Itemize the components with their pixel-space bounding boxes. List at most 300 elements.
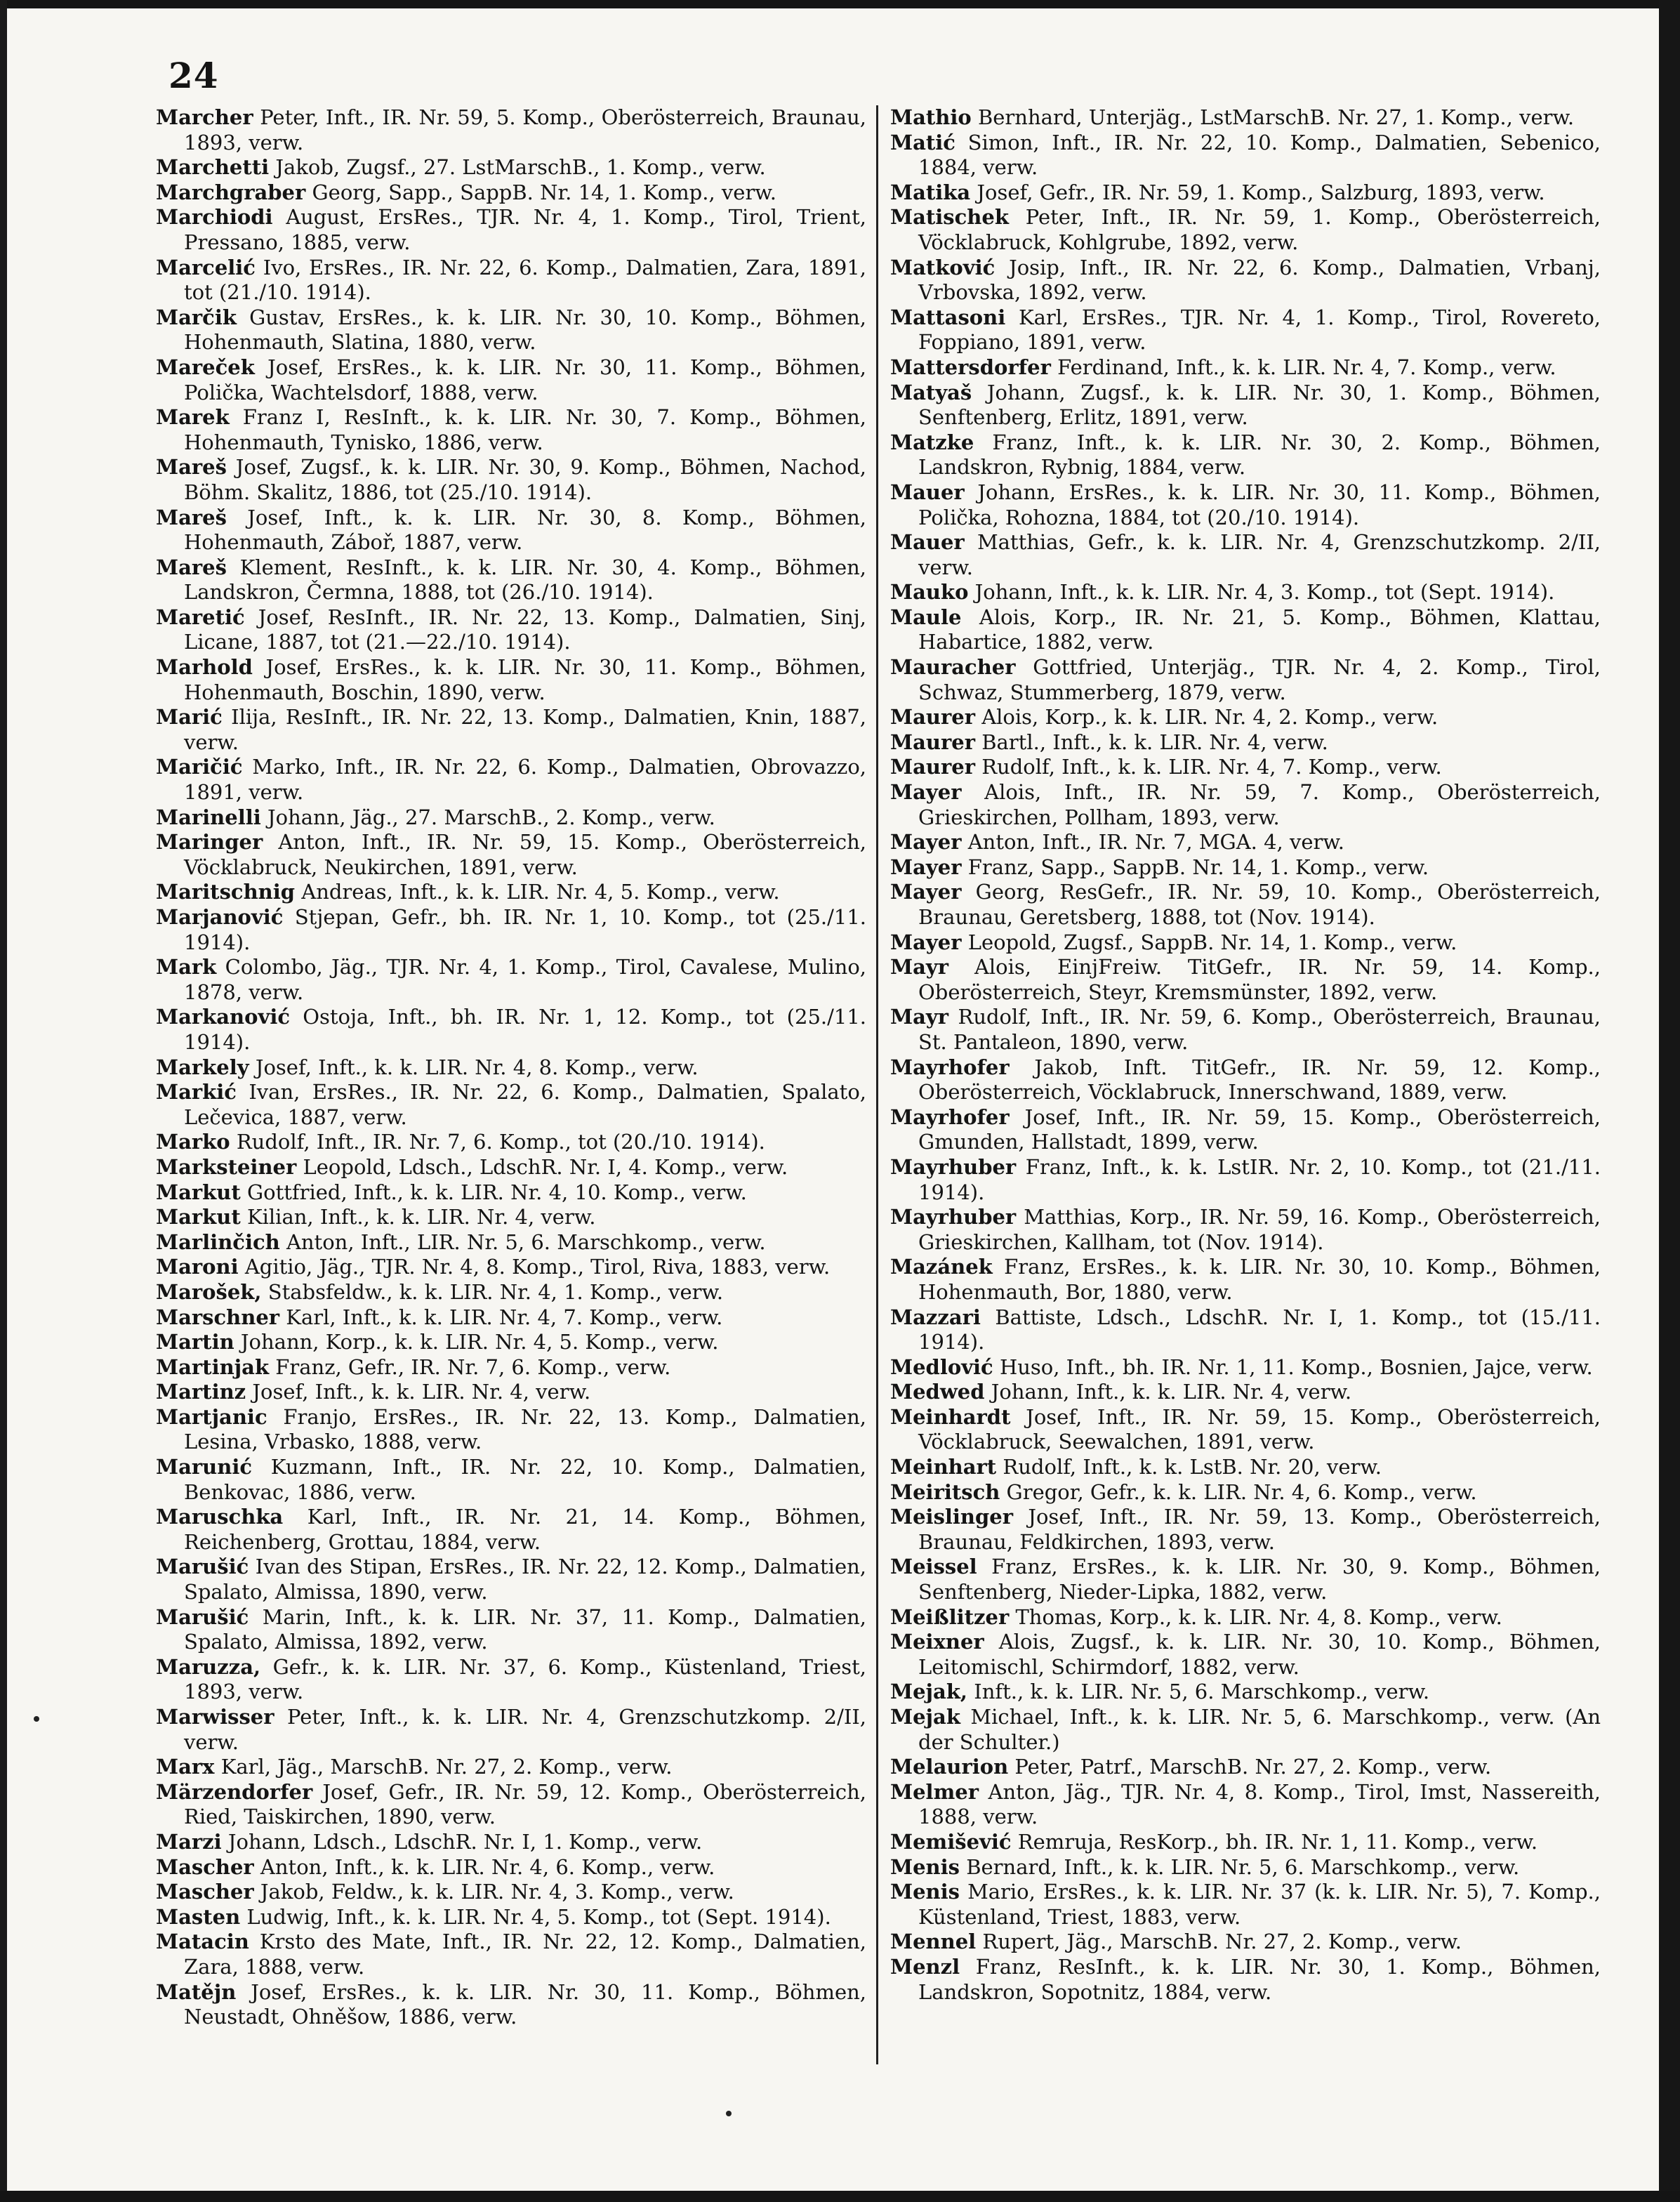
- entry-details: Remruja, ResKorp., bh. IR. Nr. 1, 11. Komp., verw.: [1017, 1829, 1538, 1854]
- entry-details: Andreas, Inft., k. k. LIR. Nr. 4, 5. Komp., verw.: [301, 880, 780, 904]
- scan-edge-right: [1659, 0, 1680, 2202]
- entry-details: Jakob, Zugsf., 27. LstMarschB., 1. Komp., verw.: [275, 155, 766, 180]
- entry-details: Bartl., Inft., k. k. LIR. Nr. 4, verw.: [981, 730, 1328, 754]
- entry-details: Ivan des Stipan, ErsRes., IR. Nr. 22, 12. Komp., Dalmatien, Spalato, Almissa, 1890, verw.: [184, 1555, 867, 1604]
- roster-entry: [890, 1355, 1601, 1380]
- entry-surname: Marinelli: [156, 805, 261, 829]
- entry-surname: Maurer: [890, 730, 975, 754]
- entry-details: Alois, Korp., IR. Nr. 21, 5. Komp., Böhmen, Klattau, Habartice, 1882, verw.: [918, 605, 1601, 654]
- roster-entry: [156, 506, 866, 555]
- entry-details: Josef, Inft., IR. Nr. 59, 15. Komp., Oberösterreich, Gmunden, Hallstadt, 1899, verw.: [918, 1105, 1601, 1154]
- scan-edge-bottom: [0, 2191, 1680, 2202]
- roster-entry: [890, 1830, 1601, 1855]
- roster-entry: [156, 1055, 866, 1081]
- entry-surname: Markanović: [156, 1005, 291, 1029]
- roster-entry: [156, 1880, 866, 1905]
- roster-entry: [156, 880, 866, 905]
- entry-surname: Marx: [156, 1755, 215, 1779]
- entry-details: Simon, Inft., IR. Nr. 22, 10. Komp., Dalmatien, Sebenico, 1884, verw.: [918, 130, 1601, 180]
- entry-details: Rudolf, Inft., k. k. LstB. Nr. 20, verw.: [1003, 1455, 1382, 1479]
- entry-details: Matthias, Korp., IR. Nr. 59, 16. Komp., Oberösterreich, Grieskirchen, Kallham, tot (Nov. 1914).: [918, 1205, 1601, 1254]
- entry-surname: Melmer: [890, 1779, 979, 1804]
- roster-entry: [156, 955, 866, 1005]
- entry-details: Rupert, Jäg., MarschB. Nr. 27, 2. Komp., verw.: [982, 1930, 1462, 1954]
- entry-surname: Meiritsch: [890, 1479, 1000, 1504]
- entry-surname: Martjanic: [156, 1404, 267, 1429]
- entry-details: Alois, Korp., k. k. LIR. Nr. 4, 2. Komp., verw.: [981, 705, 1438, 730]
- entry-surname: Masten: [156, 1904, 241, 1929]
- entry-surname: Mareš: [156, 505, 227, 529]
- roster-entry: [890, 1880, 1601, 1930]
- roster-entry: [156, 1355, 866, 1380]
- entry-surname: Marčik: [156, 305, 237, 329]
- entry-surname: Mayr: [890, 1005, 949, 1029]
- ink-speck: [726, 2111, 732, 2116]
- entry-surname: Menis: [890, 1880, 960, 1904]
- entry-surname: Melaurion: [890, 1755, 1009, 1779]
- roster-entry: [156, 1180, 866, 1206]
- entry-surname: Menis: [890, 1854, 960, 1879]
- roster-entry: [890, 1630, 1601, 1680]
- roster-entry: [156, 1755, 866, 1780]
- entry-details: Gottfried, Unterjäg., TJR. Nr. 4, 2. Komp., Tirol, Schwaz, Stummerberg, 1879, verw.: [918, 655, 1601, 704]
- entry-details: Gustav, ErsRes., k. k. LIR. Nr. 30, 10. Komp., Böhmen, Hohenmauth, Slatina, 1880, verw.: [184, 305, 867, 355]
- entry-details: Krsto des Mate, Inft., IR. Nr. 22, 12. Komp., Dalmatien, Zara, 1888, verw.: [184, 1930, 867, 1979]
- entry-details: Josef, Inft., IR. Nr. 59, 13. Komp., Oberösterreich, Braunau, Feldkirchen, 1893, verw.: [918, 1505, 1601, 1554]
- roster-entry: [890, 755, 1601, 780]
- entry-details: Franz, ErsRes., k. k. LIR. Nr. 30, 10. Komp., Böhmen, Hohenmauth, Bor, 1880, verw.: [918, 1255, 1601, 1304]
- roster-entry: [890, 1780, 1601, 1830]
- entry-surname: Marchgraber: [156, 180, 306, 204]
- roster-entry: [890, 1705, 1601, 1755]
- roster-entry: [156, 155, 866, 180]
- roster-entry: [890, 1305, 1601, 1355]
- entry-surname: Mauko: [890, 580, 969, 605]
- roster-entry: [156, 1230, 866, 1255]
- entry-surname: Marschner: [156, 1305, 280, 1329]
- entry-surname: Maruzza,: [156, 1654, 261, 1679]
- roster-entry: [890, 1405, 1601, 1455]
- entry-details: Peter, Patrf., MarschB. Nr. 27, 2. Komp., verw.: [1014, 1755, 1492, 1779]
- roster-entry: [890, 1155, 1601, 1205]
- entry-surname: Mareš: [156, 455, 227, 480]
- roster-entry: [890, 880, 1601, 930]
- entry-details: Anton, Inft., IR. Nr. 7, MGA. 4, verw.: [967, 830, 1344, 855]
- entry-details: Gregor, Gefr., k. k. LIR. Nr. 4, 6. Komp., verw.: [1006, 1479, 1477, 1504]
- entry-details: Leopold, Zugsf., SappB. Nr. 14, 1. Komp., verw.: [967, 930, 1457, 954]
- entry-details: Stabsfeldw., k. k. LIR. Nr. 4, 1. Komp., verw.: [267, 1279, 724, 1304]
- entry-details: Ludwig, Inft., k. k. LIR. Nr. 4, 5. Komp., tot (Sept. 1914).: [246, 1904, 831, 1929]
- entry-surname: Martin: [156, 1330, 234, 1354]
- entry-surname: Mattersdorfer: [890, 355, 1051, 379]
- entry-surname: Markić: [156, 1080, 237, 1105]
- entry-details: Karl, Jäg., MarschB. Nr. 27, 2. Komp., verw.: [220, 1755, 673, 1779]
- roster-entry: [156, 405, 866, 455]
- roster-entry: [156, 180, 866, 206]
- entry-details: Battiste, Ldsch., LdschR. Nr. I, 1. Komp., tot (15./11. 1914).: [918, 1305, 1601, 1354]
- roster-entry: [890, 1755, 1601, 1780]
- roster-entry: [156, 1930, 866, 1979]
- entry-details: Johann, Inft., k. k. LIR. Nr. 4, verw.: [991, 1380, 1352, 1404]
- entry-surname: Marksteiner: [156, 1154, 297, 1179]
- entry-surname: Mayer: [890, 830, 962, 855]
- entry-details: Franz, ErsRes., k. k. LIR. Nr. 30, 9. Komp., Böhmen, Senftenberg, Nieder-Lipka, 1882, verw.: [918, 1555, 1601, 1604]
- roster-entry: [890, 355, 1601, 381]
- entry-details: Matthias, Gefr., k. k. LIR. Nr. 4, Grenzschutzkomp. 2/II, verw.: [918, 530, 1601, 579]
- roster-entry: [156, 905, 866, 955]
- roster-entry: [890, 1680, 1601, 1705]
- entry-surname: Maruschka: [156, 1505, 284, 1529]
- entry-details: Karl, Inft., k. k. LIR. Nr. 4, 7. Komp., verw.: [286, 1305, 723, 1329]
- entry-surname: Marzi: [156, 1829, 222, 1854]
- entry-surname: Martinz: [156, 1380, 246, 1404]
- entry-details: Ilija, ResInft., IR. Nr. 22, 13. Komp., Dalmatien, Knin, 1887, verw.: [184, 705, 866, 754]
- roster-entry: [890, 1205, 1601, 1255]
- roster-entry: [890, 1455, 1601, 1480]
- roster-entry: [890, 1955, 1601, 2005]
- entry-details: Josef, ErsRes., k. k. LIR. Nr. 30, 11. Komp., Böhmen, Neustadt, Ohněšow, 1886, verw.: [184, 1979, 866, 2029]
- roster-entry: [156, 1830, 866, 1855]
- roster-entry: [890, 1480, 1601, 1505]
- roster-entry: [156, 1280, 866, 1305]
- entry-details: Franz I, ResInft., k. k. LIR. Nr. 30, 7. Komp., Böhmen, Hohenmauth, Tynisko, 1886, verw.: [184, 405, 866, 454]
- roster-entry: [890, 855, 1601, 881]
- right-column: [890, 105, 1601, 2005]
- entry-details: Johann, ErsRes., k. k. LIR. Nr. 30, 11. Komp., Böhmen, Polička, Rohozna, 1884, tot (20./10. 1914).: [918, 480, 1601, 529]
- roster-entry: [890, 655, 1601, 705]
- entry-details: Thomas, Korp., k. k. LIR. Nr. 4, 8. Komp., verw.: [1015, 1604, 1502, 1629]
- entry-surname: Mayrhuber: [890, 1205, 1017, 1229]
- entry-details: Colombo, Jäg., TJR. Nr. 4, 1. Komp., Tirol, Cavalese, Mulino, 1878, verw.: [184, 955, 867, 1004]
- scan-edge-left: [0, 0, 7, 2202]
- entry-details: Inft., k. k. LIR. Nr. 5, 6. Marschkomp., verw.: [974, 1680, 1430, 1704]
- roster-entry: [156, 1655, 866, 1705]
- entry-details: Johann, Ldsch., LdschR. Nr. I, 1. Komp., verw.: [227, 1829, 703, 1854]
- entry-details: Anton, Jäg., TJR. Nr. 4, 8. Komp., Tirol, Imst, Nassereith, 1888, verw.: [918, 1779, 1601, 1829]
- ink-speck: [34, 1716, 39, 1722]
- roster-entry: [156, 1605, 866, 1655]
- entry-details: Johann, Korp., k. k. LIR. Nr. 4, 5. Komp., verw.: [240, 1330, 719, 1354]
- entry-surname: Mauer: [890, 480, 965, 504]
- entry-details: Josef, Inft., k. k. LIR. Nr. 4, verw.: [252, 1380, 591, 1404]
- roster-entry: [156, 1405, 866, 1455]
- roster-entry: [890, 705, 1601, 730]
- roster-entry: [156, 256, 866, 305]
- roster-entry: [890, 131, 1601, 180]
- entry-surname: Matacin: [156, 1930, 249, 1954]
- entry-surname: Memišević: [890, 1829, 1012, 1854]
- entry-details: Huso, Inft., bh. IR. Nr. 1, 11. Komp., Bosnien, Jajce, verw.: [999, 1354, 1593, 1379]
- entry-details: Josip, Inft., IR. Nr. 22, 6. Komp., Dalmatien, Vrbanj, Vrbovska, 1892, verw.: [918, 255, 1601, 305]
- roster-entry: [156, 1455, 866, 1505]
- entry-surname: Marwisser: [156, 1705, 275, 1729]
- entry-details: Jakob, Feldw., k. k. LIR. Nr. 4, 3. Komp., verw.: [260, 1880, 734, 1904]
- roster-entry: [156, 1130, 866, 1155]
- left-column: [156, 105, 866, 2030]
- roster-entry: [890, 580, 1601, 605]
- roster-entry: [890, 1055, 1601, 1105]
- entry-surname: Medwed: [890, 1380, 985, 1404]
- entry-surname: Mayer: [890, 880, 962, 904]
- roster-entry: [156, 1155, 866, 1180]
- entry-details: Peter, Inft., k. k. LIR. Nr. 4, Grenzschutzkomp. 2/II, verw.: [184, 1705, 867, 1754]
- entry-surname: Marchiodi: [156, 205, 273, 230]
- roster-entry: [890, 305, 1601, 355]
- entry-surname: Mazzari: [890, 1305, 981, 1329]
- entry-surname: Mark: [156, 955, 217, 980]
- roster-entry: [156, 1005, 866, 1055]
- entry-details: Franz, Inft., k. k. LstIR. Nr. 2, 10. Komp., tot (21./11. 1914).: [918, 1154, 1601, 1204]
- entry-surname: Matyaš: [890, 380, 972, 404]
- roster-entry: [890, 930, 1601, 956]
- roster-entry: [156, 1980, 866, 2030]
- roster-entry: [890, 530, 1601, 580]
- entry-surname: Mayr: [890, 955, 949, 980]
- entry-surname: Maroni: [156, 1255, 239, 1279]
- entry-surname: Maretić: [156, 605, 245, 629]
- entry-surname: Markely: [156, 1055, 249, 1079]
- entry-details: Rudolf, Inft., IR. Nr. 59, 6. Komp., Oberösterreich, Braunau, St. Pantaleon, 1890, verw.: [918, 1005, 1601, 1054]
- entry-details: Michael, Inft., k. k. LIR. Nr. 5, 6. Marschkomp., verw. (An der Schulter.): [918, 1705, 1601, 1754]
- entry-surname: Mathio: [890, 105, 972, 129]
- entry-details: Ferdinand, Inft., k. k. LIR. Nr. 4, 7. Komp., verw.: [1057, 355, 1556, 379]
- roster-entry: [156, 1855, 866, 1880]
- entry-surname: Marić: [156, 705, 223, 730]
- entry-details: Gefr., k. k. LIR. Nr. 37, 6. Komp., Küstenland, Triest, 1893, verw.: [184, 1654, 866, 1704]
- entry-details: Ivo, ErsRes., IR. Nr. 22, 6. Komp., Dalmatien, Zara, 1891, tot (21./10. 1914).: [184, 255, 867, 305]
- roster-entry: [156, 355, 866, 405]
- entry-surname: Marcher: [156, 105, 253, 129]
- roster-entry: [156, 455, 866, 505]
- entry-surname: Mejak: [890, 1705, 960, 1729]
- entry-surname: Maritschnig: [156, 880, 296, 904]
- entry-surname: Matzke: [890, 430, 974, 454]
- entry-surname: Meinhart: [890, 1455, 997, 1479]
- roster-entry: [156, 805, 866, 831]
- entry-surname: Mejak,: [890, 1680, 968, 1704]
- entry-details: Rudolf, Inft., IR. Nr. 7, 6. Komp., tot (20./10. 1914).: [236, 1130, 765, 1154]
- roster-entry: [156, 755, 866, 805]
- scan-edge-top: [0, 0, 1680, 8]
- roster-entry: [890, 180, 1601, 206]
- entry-details: Kuzmann, Inft., IR. Nr. 22, 10. Komp., Dalmatien, Benkovac, 1886, verw.: [184, 1455, 866, 1504]
- roster-entry: [890, 105, 1601, 131]
- entry-surname: Markut: [156, 1180, 241, 1204]
- entry-details: Bernard, Inft., k. k. LIR. Nr. 5, 6. Marschkomp., verw.: [966, 1854, 1520, 1879]
- entry-details: Johann, Jäg., 27. MarschB., 2. Komp., verw.: [267, 805, 715, 829]
- roster-entry: [890, 830, 1601, 855]
- entry-surname: Marušić: [156, 1555, 249, 1579]
- entry-surname: Marek: [156, 405, 230, 430]
- roster-entry: [156, 1705, 866, 1755]
- entry-surname: Matić: [890, 130, 955, 154]
- roster-entry: [890, 1255, 1601, 1305]
- roster-entry: [890, 1555, 1601, 1604]
- entry-details: Ostoja, Inft., bh. IR. Nr. 1, 12. Komp., tot (25./11. 1914).: [184, 1005, 867, 1054]
- roster-entry: [156, 655, 866, 705]
- entry-surname: Mascher: [156, 1880, 254, 1904]
- roster-entry: [156, 205, 866, 255]
- entry-details: Jakob, Inft. TitGefr., IR. Nr. 59, 12. Komp., Oberösterreich, Vöcklabruck, Innerschwand, 1889, verw.: [918, 1055, 1601, 1105]
- entry-surname: Marjanović: [156, 905, 284, 929]
- entry-surname: Mascher: [156, 1854, 254, 1879]
- roster-entry: [890, 430, 1601, 480]
- entry-details: August, ErsRes., TJR. Nr. 4, 1. Komp., Tirol, Trient, Pressano, 1885, verw.: [184, 205, 866, 254]
- entry-surname: Marušić: [156, 1604, 249, 1629]
- entry-surname: Matějn: [156, 1979, 237, 2004]
- entry-surname: Mennel: [890, 1930, 977, 1954]
- entry-surname: Medlović: [890, 1354, 993, 1379]
- entry-surname: Martinjak: [156, 1354, 270, 1379]
- entry-details: Peter, Inft., IR. Nr. 59, 1. Komp., Oberösterreich, Vöcklabruck, Kohlgrube, 1892, verw.: [918, 205, 1601, 254]
- roster-entry: [890, 730, 1601, 756]
- entry-details: Ivan, ErsRes., IR. Nr. 22, 6. Komp., Dalmatien, Spalato, Lečevica, 1887, verw.: [184, 1080, 867, 1129]
- page-number: 24: [168, 55, 219, 96]
- entry-surname: Marhold: [156, 655, 253, 680]
- roster-entry: [890, 480, 1601, 530]
- entry-surname: Mayer: [890, 855, 962, 879]
- roster-entry: [156, 1305, 866, 1331]
- entry-details: Johann, Zugsf., k. k. LIR. Nr. 30, 1. Komp., Böhmen, Senftenberg, Erlitz, 1891, verw.: [918, 380, 1601, 430]
- entry-details: Karl, ErsRes., TJR. Nr. 4, 1. Komp., Tirol, Rovereto, Foppiano, 1891, verw.: [918, 305, 1601, 355]
- entry-surname: Matischek: [890, 205, 1009, 230]
- entry-surname: Mareš: [156, 555, 227, 579]
- entry-surname: Meislinger: [890, 1505, 1014, 1529]
- entry-details: Klement, ResInft., k. k. LIR. Nr. 30, 4. Komp., Böhmen, Landskron, Čermna, 1888, tot (26./10. 1914).: [184, 555, 867, 605]
- entry-details: Mario, ErsRes., k. k. LIR. Nr. 37 (k. k. LIR. Nr. 5), 7. Komp., Küstenland, Triest, 1883, verw.: [918, 1880, 1601, 1929]
- entry-details: Stjepan, Gefr., bh. IR. Nr. 1, 10. Komp., tot (25./11. 1914).: [184, 905, 866, 954]
- entry-surname: Mattasoni: [890, 305, 1006, 329]
- entry-details: Agitio, Jäg., TJR. Nr. 4, 8. Komp., Tirol, Riva, 1883, verw.: [244, 1255, 831, 1279]
- entry-details: Franjo, ErsRes., IR. Nr. 22, 13. Komp., Dalmatien, Lesina, Vrbasko, 1888, verw.: [184, 1404, 866, 1454]
- roster-entry: [156, 555, 866, 605]
- entry-surname: Maurer: [890, 705, 975, 730]
- roster-entry: [890, 1605, 1601, 1630]
- roster-entry: [890, 955, 1601, 1005]
- entry-details: Alois, Inft., IR. Nr. 59, 7. Komp., Oberösterreich, Grieskirchen, Pollham, 1893, verw.: [918, 780, 1601, 829]
- entry-surname: Mayer: [890, 780, 962, 805]
- entry-surname: Maule: [890, 605, 962, 629]
- roster-entry: [890, 1380, 1601, 1405]
- roster-entry: [890, 381, 1601, 430]
- entry-details: Georg, ResGefr., IR. Nr. 59, 10. Komp., Oberösterreich, Braunau, Geretsberg, 1888, tot (Nov. 1914).: [918, 880, 1601, 929]
- entry-details: Josef, ResInft., IR. Nr. 22, 13. Komp., Dalmatien, Sinj, Licane, 1887, tot (21.—22./10. 1914).: [184, 605, 866, 654]
- entry-details: Karl, Inft., IR. Nr. 21, 14. Komp., Böhmen, Reichenberg, Grottau, 1884, verw.: [184, 1505, 867, 1554]
- entry-details: Josef, Zugsf., k. k. LIR. Nr. 30, 9. Komp., Böhmen, Nachod, Böhm. Skalitz, 1886, tot (25./10. 1914).: [184, 455, 866, 504]
- roster-entry: [156, 1080, 866, 1130]
- entry-surname: Matković: [890, 255, 996, 279]
- entry-details: Georg, Sapp., SappB. Nr. 14, 1. Komp., verw.: [312, 180, 776, 204]
- entry-surname: Marcelić: [156, 255, 256, 279]
- roster-entry: [156, 1780, 866, 1830]
- roster-entry: [890, 780, 1601, 830]
- roster-entry: [890, 1105, 1601, 1155]
- roster-entry: [890, 1930, 1601, 1955]
- entry-surname: Mayrhofer: [890, 1105, 1010, 1129]
- entry-surname: Matika: [890, 180, 971, 204]
- roster-entry: [156, 705, 866, 755]
- entry-surname: Marchetti: [156, 155, 270, 180]
- entry-surname: Mayrhofer: [890, 1055, 1010, 1079]
- roster-entry: [156, 1905, 866, 1930]
- entry-details: Josef, Gefr., IR. Nr. 59, 12. Komp., Oberösterreich, Ried, Taiskirchen, 1890, verw.: [184, 1779, 867, 1829]
- entry-details: Franz, Sapp., SappB. Nr. 14, 1. Komp., verw.: [967, 855, 1429, 879]
- entry-surname: Markut: [156, 1205, 241, 1229]
- entry-details: Rudolf, Inft., k. k. LIR. Nr. 4, 7. Komp., verw.: [981, 755, 1442, 779]
- roster-entry: [156, 1505, 866, 1555]
- entry-details: Marko, Inft., IR. Nr. 22, 6. Komp., Dalmatien, Obrovazzo, 1891, verw.: [184, 755, 867, 805]
- roster-entry: [156, 1380, 866, 1405]
- entry-details: Josef, Inft., k. k. LIR. Nr. 30, 8. Komp., Böhmen, Hohenmauth, Záboř, 1887, verw.: [184, 505, 866, 555]
- entry-details: Franz, ResInft., k. k. LIR. Nr. 30, 1. Komp., Böhmen, Landskron, Sopotnitz, 1884, verw.: [918, 1954, 1601, 2004]
- roster-entry: [156, 305, 866, 355]
- entry-details: Franz, Gefr., IR. Nr. 7, 6. Komp., verw.: [275, 1354, 671, 1379]
- entry-surname: Mazánek: [890, 1255, 993, 1279]
- roster-entry: [156, 1255, 866, 1280]
- roster-entry: [156, 1205, 866, 1230]
- entry-surname: Marunić: [156, 1455, 253, 1479]
- roster-entry: [890, 1505, 1601, 1555]
- roster-entry: [890, 605, 1601, 655]
- entry-surname: Mareček: [156, 355, 255, 379]
- entry-surname: Meinhardt: [890, 1404, 1011, 1429]
- entry-surname: Mauer: [890, 530, 965, 555]
- entry-surname: Meißlitzer: [890, 1604, 1010, 1629]
- entry-details: Josef, Inft., IR. Nr. 59, 15. Komp., Oberösterreich, Vöcklabruck, Seewalchen, 1891, verw.: [918, 1404, 1601, 1454]
- entry-surname: Meissel: [890, 1555, 977, 1579]
- roster-entry: [156, 105, 866, 155]
- entry-details: Josef, Inft., k. k. LIR. Nr. 4, 8. Komp., verw.: [255, 1055, 699, 1079]
- entry-surname: Maringer: [156, 830, 263, 855]
- entry-surname: Mauracher: [890, 655, 1016, 680]
- roster-entry: [890, 1855, 1601, 1880]
- entry-details: Franz, Inft., k. k. LIR. Nr. 30, 2. Komp., Böhmen, Landskron, Rybnig, 1884, verw.: [918, 430, 1601, 480]
- entry-details: Alois, Zugsf., k. k. LIR. Nr. 30, 10. Komp., Böhmen, Leitomischl, Schirmdorf, 1882, verw.: [918, 1630, 1601, 1679]
- entry-surname: Maurer: [890, 755, 975, 779]
- entry-details: Josef, Gefr., IR. Nr. 59, 1. Komp., Salzburg, 1893, verw.: [977, 180, 1545, 204]
- entry-details: Josef, ErsRes., k. k. LIR. Nr. 30, 11. Komp., Böhmen, Polička, Wachtelsdorf, 1888, verw.: [184, 355, 867, 404]
- entry-surname: Meixner: [890, 1630, 984, 1654]
- entry-surname: Märzendorfer: [156, 1779, 313, 1804]
- entry-details: Kilian, Inft., k. k. LIR. Nr. 4, verw.: [246, 1205, 596, 1229]
- entry-surname: Marko: [156, 1130, 230, 1154]
- entry-details: Josef, ErsRes., k. k. LIR. Nr. 30, 11. Komp., Böhmen, Hohenmauth, Boschin, 1890, verw.: [184, 655, 867, 704]
- entry-details: Anton, Inft., IR. Nr. 59, 15. Komp., Oberösterreich, Vöcklabruck, Neukirchen, 1891, verw.: [184, 830, 866, 879]
- roster-entry: [156, 1555, 866, 1604]
- entry-details: Marin, Inft., k. k. LIR. Nr. 37, 11. Komp., Dalmatien, Spalato, Almissa, 1892, verw.: [184, 1604, 867, 1654]
- roster-entry: [156, 830, 866, 880]
- roster-entry: [890, 256, 1601, 305]
- entry-details: Johann, Inft., k. k. LIR. Nr. 4, 3. Komp., tot (Sept. 1914).: [974, 580, 1555, 605]
- entry-surname: Mayer: [890, 930, 962, 954]
- column-divider: [876, 105, 878, 2064]
- roster-entry: [890, 1005, 1601, 1055]
- entry-details: Gottfried, Inft., k. k. LIR. Nr. 4, 10. Komp., verw.: [246, 1180, 747, 1204]
- entry-details: Bernhard, Unterjäg., LstMarschB. Nr. 27, 1. Komp., verw.: [977, 105, 1575, 129]
- entry-surname: Menzl: [890, 1954, 960, 1979]
- entry-surname: Maričić: [156, 755, 243, 779]
- entry-details: Leopold, Ldsch., LdschR. Nr. I, 4. Komp., verw.: [303, 1154, 788, 1179]
- entry-details: Anton, Inft., k. k. LIR. Nr. 4, 6. Komp., verw.: [260, 1854, 715, 1879]
- entry-details: Anton, Inft., LIR. Nr. 5, 6. Marschkomp., verw.: [286, 1229, 766, 1254]
- roster-entry: [156, 1330, 866, 1355]
- entry-surname: Marošek,: [156, 1279, 262, 1304]
- roster-entry: [890, 205, 1601, 255]
- entry-details: Peter, Inft., IR. Nr. 59, 5. Komp., Oberösterreich, Braunau, 1893, verw.: [184, 105, 866, 154]
- entry-details: Alois, EinjFreiw. TitGefr., IR. Nr. 59, 14. Komp., Oberösterreich, Steyr, Kremsmünster, 1892, verw.: [918, 955, 1601, 1004]
- entry-surname: Marlinčich: [156, 1229, 280, 1254]
- entry-surname: Mayrhuber: [890, 1154, 1017, 1179]
